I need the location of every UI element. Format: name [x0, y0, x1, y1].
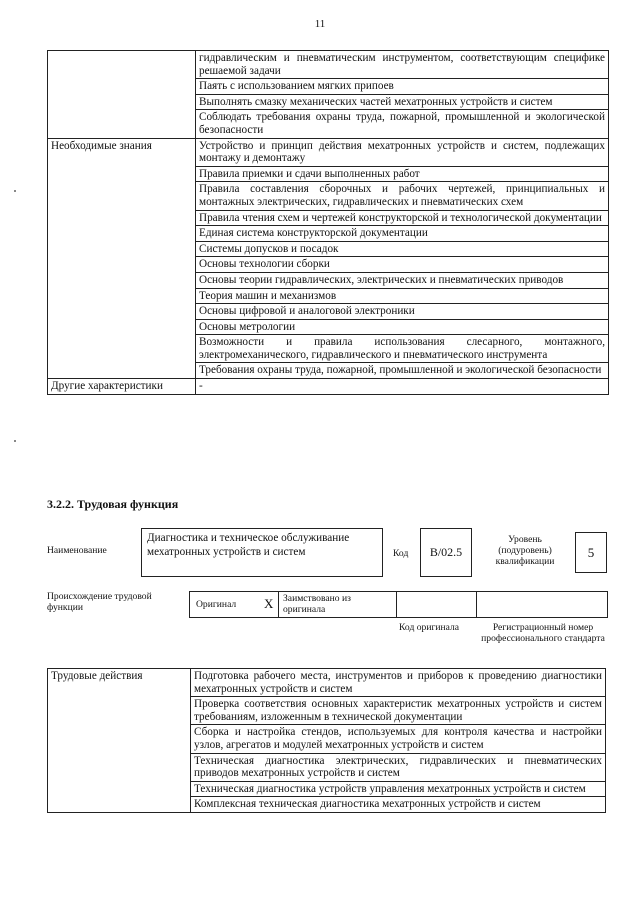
- origin-box: [189, 591, 608, 618]
- divider: [396, 592, 397, 617]
- function-name-value: Диагностика и техническое обслуживание мехатронных устройств и систем: [147, 532, 350, 558]
- row-text: Теория машин и механизмов: [196, 288, 609, 304]
- original-label: Оригинал: [196, 599, 237, 610]
- row-text: Возможности и правила использования слесарного, монтажного, электромеханического, гидравлического и пневматического инструмента: [196, 335, 609, 363]
- borrowed-label: Заимствовано из оригинала: [283, 593, 351, 615]
- row-text: Устройство и принцип действия мехатронных устройств и систем, подлежащих монтажу и демонтажу: [196, 138, 609, 166]
- code-box: [420, 528, 472, 577]
- row-text: Правила составления сборочных и рабочих чертежей, принципиальных и монтажных электрических, гидравлических и пневматических схем: [196, 182, 609, 210]
- code-label: Код: [393, 548, 409, 559]
- name-label: Наименование: [47, 545, 107, 556]
- row-text: Проверка соответствия основных характеристик мехатронных устройств и систем требованиям, изложенным в технической документации: [191, 697, 606, 725]
- scan-mark: [14, 190, 16, 192]
- row-text: Паять с использованием мягких припоев: [196, 79, 609, 95]
- section-title: 3.2.2. Трудовая функция: [47, 497, 179, 511]
- code-value: B/02.5: [429, 545, 463, 559]
- row-text: Требования охраны труда, пожарной, промышленной и экологической безопасности: [196, 363, 609, 379]
- divider: [278, 592, 279, 617]
- row-label: [48, 51, 196, 139]
- divider: [476, 592, 477, 617]
- row-text: Основы метрологии: [196, 319, 609, 335]
- row-text: Единая система конструкторской документации: [196, 226, 609, 242]
- level-label: Уровень (подуровень) квалификации: [495, 534, 555, 567]
- table-row: [48, 138, 609, 166]
- row-label-knowledge: Необходимые знания: [48, 138, 196, 379]
- labor-actions-table: [47, 668, 606, 813]
- origin-label: Происхождение трудовой функции: [47, 591, 152, 613]
- labor-actions-label: Трудовые действия: [48, 669, 191, 813]
- row-text: Подготовка рабочего места, инструментов и приборов к проведению диагностики мехатронных устройств и систем: [191, 669, 606, 697]
- level-value: 5: [587, 544, 595, 560]
- code-original-label: Код оригинала: [399, 622, 460, 633]
- reg-number-label: Регистрационный номер профессионального стандарта: [481, 622, 605, 644]
- row-text: Правила приемки и сдачи выполненных работ: [196, 166, 609, 182]
- row-text: Соблюдать требования охраны труда, пожарной, промышленной и экологической безопасности: [196, 110, 609, 138]
- table-row: [48, 669, 606, 697]
- scan-mark: [14, 440, 16, 442]
- row-text: Техническая диагностика устройств управления мехатронных устройств и систем: [191, 781, 606, 797]
- row-text: Основы технологии сборки: [196, 257, 609, 273]
- row-text: Комплексная техническая диагностика мехатронных устройств и систем: [191, 797, 606, 813]
- row-label-other: Другие характеристики: [48, 379, 196, 395]
- row-text: Сборка и настройка стендов, используемых для контроля качества и настройки узлов, агрегатов и модулей мехатронных устройств и систем: [191, 725, 606, 753]
- row-text: Техническая диагностика электрических, гидравлических и пневматических приводов мехатронных устройств и систем: [191, 753, 606, 781]
- skills-knowledge-table: [47, 50, 609, 395]
- row-text: Основы цифровой и аналоговой электроники: [196, 304, 609, 320]
- row-text: Выполнять смазку механических частей мехатронных устройств и систем: [196, 94, 609, 110]
- row-text: Системы допусков и посадок: [196, 241, 609, 257]
- row-text: -: [196, 379, 609, 395]
- table-row: [48, 51, 609, 79]
- row-text: Правила чтения схем и чертежей конструкторской и технологической документации: [196, 210, 609, 226]
- page-number: 11: [314, 18, 326, 30]
- row-text: Основы теории гидравлических, электрических и пневматических приводов: [196, 272, 609, 288]
- function-name-box: [141, 528, 383, 577]
- table-row: [48, 379, 609, 395]
- original-mark: X: [264, 596, 274, 611]
- level-box: [575, 532, 607, 573]
- row-text: гидравлическим и пневматическим инструментом, соответствующим специфике решаемой задачи: [196, 51, 609, 79]
